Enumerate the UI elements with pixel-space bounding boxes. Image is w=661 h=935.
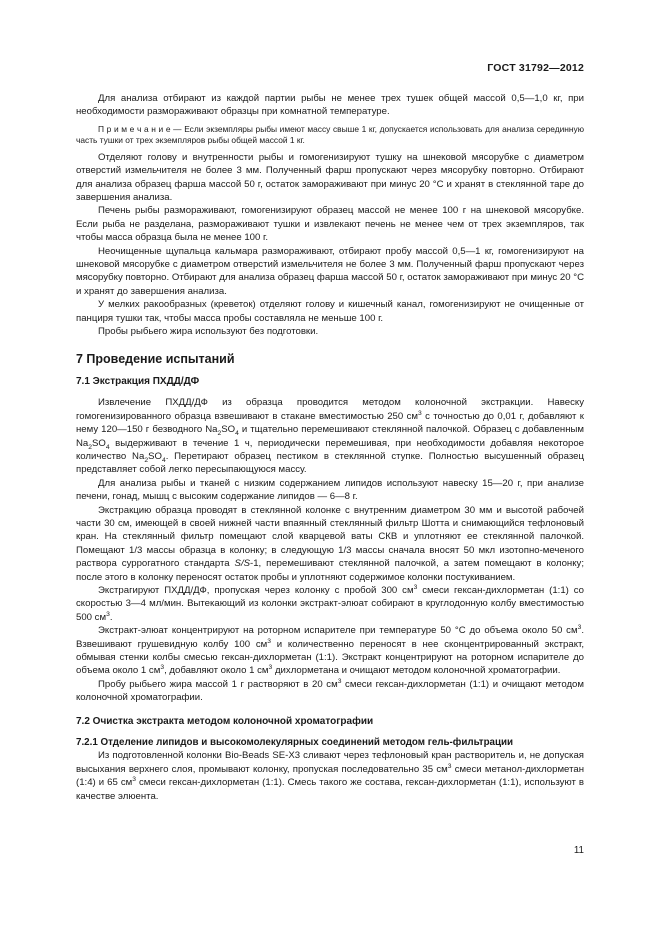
superscript: 3 bbox=[577, 624, 582, 632]
text-run: SO bbox=[148, 450, 162, 462]
paragraph bbox=[76, 396, 584, 476]
text-run: , добавляют около 1 см bbox=[164, 665, 269, 677]
text-run: смеси гексан-дихлорметан (1:1) и очищают методом колоночной хроматографии. bbox=[76, 678, 584, 704]
text-run: смеси гексан-дихлорметан (1:1) со скоростью 3—4 мл/мин. Вытекающий из колонки экстракт-элюат собирают в круглодонную колбу вместимостью 500 см bbox=[76, 585, 584, 623]
superscript: 3 bbox=[413, 583, 418, 591]
superscript: 3 bbox=[337, 677, 342, 685]
note bbox=[76, 124, 584, 146]
text-run-italic: S/S bbox=[234, 558, 251, 570]
subscript: 4 bbox=[161, 456, 166, 464]
paragraph bbox=[76, 584, 584, 624]
subsection-heading: 7.2 Очистка экстракта методом колоночной хроматографии bbox=[76, 715, 374, 727]
subscript: 2 bbox=[88, 443, 93, 451]
text-run: Экстракцию образца проводят в стеклянной колонке с внутренним диаметром 30 мм и высотой рабочей части 30 см, имеющей в своей нижней части впаянный стеклянный фильтр Шотта и снимающийся тефлоновый кран. На стеклянный фильтр помещают слой кварцевой ваты СКВ и уплотняют ее стеклянной палочкой. Помещают 1/3 массы образца в колонку; в следующую 1/3 массы сначала вносят 50 мкл изотопно-меченого раствора суррогатного стандарта bbox=[76, 504, 584, 570]
paragraph bbox=[76, 624, 584, 678]
standard-number: ГОСТ 31792—2012 bbox=[487, 62, 584, 74]
text-run: . bbox=[109, 611, 113, 623]
text-run: -1, перемешивают стеклянной палочкой, а затем помещают в колонку; после этого в колонку переносят остаток пробы и уплотняют содержимое колонки постукиванием. bbox=[76, 558, 584, 583]
paragraph: Печень рыбы размораживают, гомогенизируют образец массой не менее 100 г на шнековой мясорубке. Если рыба не разделана, размораживают тушки и извлекают печень не менее чем от трех экземпляров, так чтобы масса образца была не менее 100 г. bbox=[76, 205, 584, 244]
subscript: 4 bbox=[235, 430, 239, 438]
paragraph bbox=[76, 749, 584, 803]
paragraph bbox=[76, 678, 584, 705]
superscript: 3 bbox=[160, 664, 165, 672]
paragraph: У мелких ракообразных (креветок) отделяют голову и кишечный канал, гомогенизируют не очищенные от панциря тушки так, чтобы масса пробы составляла не меньше 100 г. bbox=[76, 299, 584, 324]
superscript: 3 bbox=[267, 637, 271, 645]
note-text: — Если экземпляры рыбы имеют массу свыше 1 кг, допускается использовать для анализа серединную часть тушки от трех экземпляров рыбы общей массой 1 кг. bbox=[76, 123, 584, 145]
text-run: выдерживают в течение 1 ч, периодически перемешивая, при необходимости добавляя некоторое количество Na bbox=[76, 437, 584, 462]
text-run: с точностью до 0,01 г, добавляют к нему 120—150 г безводного Na bbox=[76, 410, 584, 436]
paragraph: Пробы рыбьего жира используют без подготовки. bbox=[98, 326, 319, 338]
paragraph bbox=[76, 504, 584, 584]
text-run: Из подготовленной колонки Bio-Beads SE-X3 сливают через тефлоновый кран растворитель и, не допуская высыхания верхнего слоя, промывают колонку, пропуская последовательно 35 см bbox=[76, 750, 584, 775]
text-run: SO bbox=[221, 424, 236, 436]
superscript: 3 bbox=[447, 762, 452, 770]
superscript: 3 bbox=[132, 776, 136, 784]
text-run: . Перетирают образец пестиком в стеклянной ступке. Полностью высушенный образец представляет собой легко пересыпающуюся массу. bbox=[76, 450, 584, 476]
subscript: 4 bbox=[105, 443, 110, 451]
subscript: 2 bbox=[144, 456, 149, 464]
subscript: 2 bbox=[217, 430, 222, 438]
text-run: Пробу рыбьего жира массой 1 г растворяют в 20 см bbox=[98, 678, 338, 690]
superscript: 3 bbox=[417, 409, 422, 417]
paragraph: Отделяют голову и внутренности рыбы и гомогенизируют тушку на шнековой мясорубке с диаметром отверстий измельчителя не более 3 мм. Полученный фарш пропускают через мясорубку повторно. Отбирают для анализа образец фарша массой 50 г, остаток замораживают при минус 20 °С и хранят в стеклянной таре до завершения анализа. bbox=[76, 151, 584, 204]
text-run: смеси гексан-дихлорметан (1:1). Смесь такого же состава, гексан-дихлорметан (1:1), используют в качестве элюента. bbox=[76, 777, 584, 802]
section-heading: 7 Проведение испытаний bbox=[76, 351, 235, 366]
text-run: и количественно переносят в нее сконцентрированный экстракт, обмывая стенки колбы смесью гексан-дихлорметан (1:1). Экстракт концентрируют на роторном испарителе до объема около 1 см bbox=[76, 638, 584, 677]
paragraph: Для анализа рыбы и тканей с низким содержанием липидов используют навеску 15—20 г, при анализе печени, гонад, мышц с высоким содержание липидов — 6—8 г. bbox=[76, 477, 584, 503]
subsubsection-heading: 7.2.1 Отделение липидов и высокомолекулярных соединений методом гель-фильтрации bbox=[76, 737, 514, 749]
subsection-heading: 7.1 Экстракция ПХДД/ДФ bbox=[76, 375, 200, 387]
text-run: смеси метанол-дихлорметан (1:4) и 65 см bbox=[76, 763, 584, 789]
superscript: 3 bbox=[268, 664, 273, 672]
text-run: . Взвешивают грушевидную колбу 100 см bbox=[76, 625, 584, 650]
page-number: 11 bbox=[573, 845, 584, 856]
text-run: Извлечение ПХДД/ДФ из образца проводится методом колоночной экстракции. Навеску гомогенизированного образца взвешивают в стакане вместимостью 250 см bbox=[76, 397, 584, 422]
paragraph: Для анализа отбирают из каждой партии рыбы не менее трех тушек общей массой 0,5—1,0 кг, при необходимости размораживают образцы при комнатной температуре. bbox=[76, 93, 584, 118]
text-run: Экстрагируют ПХДД/ДФ, пропуская через колонку с пробой 300 см bbox=[98, 585, 414, 596]
paragraph: Неочищенные щупальца кальмара размораживают, отбирают пробу массой 0,5—1 кг, гомогенизируют на шнековой мясорубке с диаметром отверстий измельчителя не более 3 мм. Полученный фарш пропускают через мясорубку повторно. Отбирают для анализа образец фарша массой 50 г, остаток замораживают при минус 20 °С и хранят до завершения анализа. bbox=[76, 245, 584, 297]
text-run: SO bbox=[92, 437, 106, 449]
note-label: П р и м е ч а н и е bbox=[98, 123, 171, 134]
document-body bbox=[76, 92, 584, 803]
superscript: 3 bbox=[106, 610, 110, 618]
text-run: Экстракт-элюат концентрируют на роторном испарителе при температуре 50 °С до объема около 50 см bbox=[98, 625, 578, 637]
text-run: и тщательно перемешивают стеклянной палочкой. Образец с добавленным Na bbox=[76, 424, 585, 449]
text-run: дихлорметана и очищают методом колоночной хроматографии. bbox=[272, 665, 561, 677]
